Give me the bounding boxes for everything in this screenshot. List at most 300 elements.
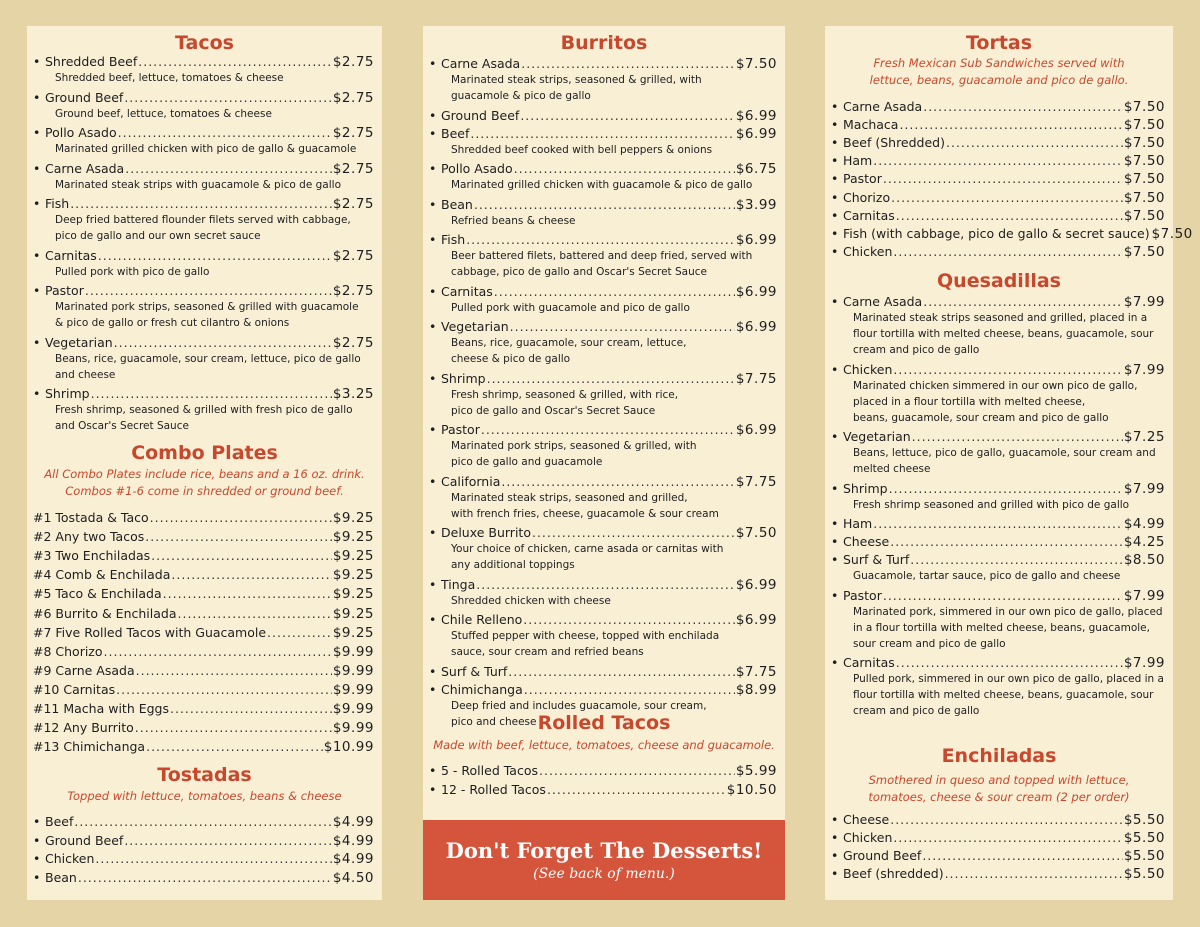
item-description: Marinated pork strips, seasoned & grilled, with [451, 440, 697, 452]
dot-leader [508, 664, 735, 680]
item-price: $9.25 [332, 605, 374, 622]
menu-item [33, 54, 374, 86]
dot-leader [891, 190, 1123, 206]
item-price: $7.50 [735, 56, 777, 72]
menu-item [831, 552, 1165, 584]
menu-item [831, 225, 1193, 242]
item-name: Vegetarian [441, 319, 509, 334]
item-description: Beans, lettuce, pico de gallo, guacamole, sour cream and [853, 447, 1156, 459]
item-description: Marinated grilled chicken with pico de gallo & guacamole [55, 143, 357, 155]
bullet-icon: • [33, 832, 41, 848]
menu-item [831, 190, 1165, 206]
dot-leader [145, 529, 332, 545]
item-description: Beer battered filets, battered and deep fried, served with [451, 250, 753, 262]
item-name: Ground Beef [45, 832, 124, 848]
item-price: $6.99 [735, 612, 777, 628]
dot-leader [521, 56, 735, 72]
item-name: #3 Two Enchiladas [33, 548, 151, 564]
dot-leader [883, 171, 1123, 187]
item-price: $7.50 [1123, 99, 1165, 115]
menu-item [429, 612, 777, 660]
menu-item [831, 655, 1165, 719]
combo-plates-heading: Combo Plates [131, 442, 278, 464]
dot-leader [896, 208, 1123, 224]
bullet-icon: • [33, 283, 41, 298]
item-price: $7.99 [1123, 655, 1165, 671]
item-description: Marinated grilled chicken with guacamole & pico de gallo [451, 179, 753, 191]
tortas-heading: Tortas [965, 32, 1033, 54]
item-price: $4.25 [1123, 534, 1165, 550]
item-description: cabbage, pico de gallo and Oscar's Secret Sauce [451, 266, 707, 278]
item-description: cheese & pico de gallo [451, 353, 571, 365]
bullet-icon: • [831, 516, 839, 531]
item-description: Fresh shrimp, seasoned & grilled with fresh pico de gallo [55, 404, 353, 416]
item-price: $6.75 [735, 161, 777, 177]
bullet-icon: • [831, 552, 839, 567]
item-description: Shredded beef cooked with bell peppers & onions [451, 143, 713, 156]
item-name: #10 Carnitas [33, 681, 116, 697]
item-price: $5.50 [1123, 848, 1165, 865]
dot-leader [923, 294, 1123, 310]
menu-item [429, 371, 777, 419]
item-price: $7.75 [735, 473, 777, 490]
bullet-icon: • [429, 370, 437, 386]
menu-item [33, 870, 374, 886]
dot-leader [896, 655, 1123, 671]
bullet-icon: • [831, 655, 839, 670]
item-name: Vegetarian [45, 334, 113, 350]
bullet-icon: • [831, 99, 839, 114]
item-price: $5.50 [1123, 830, 1165, 847]
bullet-icon: • [831, 225, 839, 241]
dot-leader [487, 371, 735, 387]
dot-leader [890, 534, 1123, 550]
item-price: $3.99 [735, 196, 777, 213]
menu-item [33, 833, 374, 849]
bullet-icon: • [33, 54, 41, 69]
dot-leader [873, 153, 1123, 169]
item-name: Pastor [45, 283, 84, 298]
tacos-heading: Tacos [175, 32, 234, 54]
menu-item [831, 481, 1165, 513]
menu-item [33, 161, 374, 193]
item-name: Vegetarian [843, 429, 911, 444]
bullet-icon: • [429, 196, 437, 212]
menu-item [429, 319, 777, 367]
item-description: and cheese [55, 368, 116, 381]
item-price: $7.50 [1123, 189, 1165, 206]
menu-item [33, 248, 374, 280]
dot-leader [547, 782, 726, 798]
bullet-icon: • [831, 243, 839, 259]
menu-item [33, 196, 374, 244]
item-price: $7.99 [1123, 361, 1165, 378]
menu-column-center [423, 26, 785, 900]
bullet-icon: • [831, 812, 839, 827]
item-price: $6.99 [735, 319, 777, 335]
item-name: Cheese [843, 534, 890, 549]
dot-leader [151, 548, 332, 564]
item-price: $4.99 [332, 814, 374, 830]
item-name: Ground Beef [45, 89, 124, 105]
item-name: Beef (shredded) [843, 866, 944, 882]
item-name: Chile Relleno [441, 612, 523, 627]
item-price: $7.75 [735, 370, 777, 387]
bullet-icon: • [429, 473, 437, 489]
item-name: Pastor [441, 422, 480, 437]
dot-leader [136, 663, 332, 679]
item-price: $8.50 [1123, 552, 1165, 568]
bullet-icon: • [33, 334, 41, 350]
menu-item [429, 682, 777, 730]
dot-leader [70, 196, 332, 212]
dot-leader [74, 814, 331, 830]
item-price: $9.25 [332, 510, 374, 526]
menu-item [33, 682, 374, 698]
item-name: 12 - Rolled Tacos [441, 782, 546, 797]
bullet-icon: • [429, 319, 437, 334]
item-name: Ham [843, 153, 873, 169]
item-name: Carne Asada [45, 160, 125, 176]
item-name: Fish (with cabbage, pico de gallo & secret sauce) [843, 225, 1150, 241]
item-description: any additional toppings [451, 559, 575, 571]
bullet-icon: • [33, 160, 41, 176]
dot-leader [945, 866, 1123, 882]
menu-item [33, 510, 374, 526]
item-name: Cheese [843, 812, 890, 827]
item-description: sour cream and pico de gallo [853, 637, 1006, 650]
item-price: $2.75 [332, 334, 374, 351]
item-price: $7.50 [1123, 135, 1165, 152]
burritos-heading: Burritos [560, 32, 648, 54]
item-name: #7 Five Rolled Tacos with Guacamole [33, 624, 267, 640]
menu-item [429, 108, 777, 124]
dot-leader [501, 474, 734, 490]
bullet-icon: • [33, 386, 41, 401]
item-description: Your choice of chicken, carne asada or carnitas with [451, 543, 724, 555]
item-description: Marinated steak strips seasoned and grilled, placed in a [853, 312, 1148, 324]
dot-leader [946, 135, 1123, 151]
dot-leader [893, 362, 1122, 378]
item-description: Marinated steak strips with guacamole & pico de gallo [55, 178, 341, 191]
item-name: Machaca [843, 117, 899, 133]
bullet-icon: • [33, 89, 41, 105]
item-name: #8 Chorizo [33, 643, 103, 659]
item-name: Chicken [843, 361, 893, 377]
menu-item [429, 161, 777, 193]
item-description: cream and pico de gallo [853, 705, 980, 717]
item-price: $7.50 [1123, 153, 1165, 170]
quesadillas-heading: Quesadillas [937, 270, 1061, 292]
tostadas-heading: Tostadas [157, 764, 252, 786]
item-name: Chimichanga [441, 681, 523, 697]
item-name: Beef [45, 814, 74, 829]
dot-leader [873, 516, 1123, 532]
item-price: $2.75 [332, 125, 374, 141]
item-price: $7.99 [1123, 294, 1165, 310]
item-name: Surf & Turf [843, 552, 910, 567]
menu-item [429, 577, 777, 609]
dot-leader [146, 739, 323, 755]
dot-leader [539, 763, 735, 779]
item-name: Carne Asada [843, 294, 923, 309]
bullet-icon: • [429, 283, 437, 299]
dot-leader [118, 125, 332, 141]
menu-item [33, 335, 374, 383]
bullet-icon: • [831, 480, 839, 496]
dot-leader [470, 126, 734, 142]
bullet-icon: • [33, 125, 41, 140]
menu-item [33, 386, 374, 434]
item-name: Pastor [843, 171, 882, 187]
item-price: $7.50 [1123, 243, 1165, 260]
bullet-icon: • [831, 429, 839, 444]
menu-item [33, 606, 374, 622]
menu-item [831, 812, 1165, 828]
item-price: $9.99 [332, 681, 374, 698]
item-name: Shrimp [45, 386, 90, 401]
dot-leader [893, 244, 1122, 260]
dot-leader [178, 606, 332, 622]
item-price: $7.25 [1123, 429, 1165, 445]
item-name: Fish [441, 232, 466, 247]
rolled-tacos-heading: Rolled Tacos [537, 712, 671, 734]
item-description: Stuffed pepper with cheese, topped with enchilada [451, 630, 720, 642]
item-price: $7.50 [1123, 207, 1165, 224]
item-description: Pulled pork, simmered in our own pico de gallo, placed in a [853, 673, 1164, 685]
menu-item [831, 866, 1165, 882]
item-description: Ground beef, lettuce, tomatoes & cheese [55, 107, 272, 120]
item-name: Bean [441, 196, 473, 212]
item-name: Carne Asada [441, 56, 521, 71]
item-price: $10.50 [726, 782, 777, 798]
bullet-icon: • [429, 612, 437, 627]
bullet-icon: • [831, 171, 839, 187]
item-description: Beans, rice, guacamole, sour cream, lettuce, [451, 337, 687, 349]
item-description: Marinated steak strips, seasoned & grilled, with [451, 74, 702, 86]
dot-leader [98, 248, 332, 264]
item-name: #5 Taco & Enchilada [33, 586, 162, 602]
item-price: $6.99 [735, 232, 777, 248]
dot-leader [893, 830, 1122, 846]
bullet-icon: • [429, 107, 437, 123]
item-price: $9.99 [332, 662, 374, 679]
menu-item [429, 126, 777, 158]
desserts-banner-title: Don't Forget The Desserts! [445, 838, 763, 863]
bullet-icon: • [429, 782, 437, 797]
menu-item [33, 586, 374, 602]
dot-leader [267, 625, 332, 641]
item-description: Marinated steak strips, seasoned and grilled, [451, 491, 688, 504]
bullet-icon: • [429, 525, 437, 540]
bullet-icon: • [429, 232, 437, 247]
menu-item [429, 422, 777, 470]
item-name: Fish [45, 196, 70, 211]
item-name: Chorizo [843, 189, 891, 205]
menu-item [831, 429, 1165, 477]
item-price: $6.99 [735, 107, 777, 124]
bullet-icon: • [429, 681, 437, 697]
bullet-icon: • [429, 576, 437, 592]
menu-item [831, 516, 1165, 532]
dot-leader [476, 577, 735, 593]
enchiladas-subtitle: Smothered in queso and topped with lettuce, tomatoes, cheese & sour cream (2 per order) [868, 773, 1130, 804]
dot-leader [135, 720, 332, 736]
item-price: $9.25 [332, 548, 374, 565]
menu-item [33, 739, 374, 755]
item-description: Marinated pork, simmered in our own pico de gallo, placed [853, 605, 1163, 618]
item-description: Guacamole, tartar sauce, pico de gallo and cheese [853, 570, 1121, 582]
item-description: Pulled pork with guacamole and pico de gallo [451, 301, 690, 314]
dot-leader [510, 319, 735, 335]
item-name: Pastor [843, 587, 882, 603]
item-price: $7.50 [1123, 171, 1165, 188]
bullet-icon: • [33, 814, 41, 829]
dot-leader [520, 108, 735, 124]
dot-leader [85, 283, 332, 299]
dot-leader [104, 644, 332, 660]
dot-leader [125, 161, 332, 177]
menu-item [33, 567, 374, 583]
menu-item [33, 701, 374, 717]
menu-column-left [27, 26, 382, 900]
item-price: $9.25 [332, 567, 374, 584]
item-name: #9 Carne Asada [33, 662, 135, 678]
dot-leader [923, 99, 1123, 115]
item-name: #13 Chimichanga [33, 739, 146, 755]
item-name: #1 Tostada & Taco [33, 510, 149, 525]
menu-item [33, 814, 374, 830]
item-price: $2.75 [332, 196, 374, 212]
menu-item [831, 153, 1165, 169]
item-name: 5 - Rolled Tacos [441, 763, 538, 778]
item-price: $3.25 [332, 386, 374, 402]
item-name: Surf & Turf [441, 663, 508, 679]
item-description: Deep fried battered flounder filets served with cabbage, [55, 214, 351, 226]
item-name: Carnitas [441, 283, 493, 299]
item-name: Ham [843, 516, 873, 531]
item-name: Shrimp [441, 370, 486, 386]
item-price: $9.25 [332, 529, 374, 546]
dot-leader [883, 588, 1123, 604]
item-description: Marinated chicken simmered in our own pico de gallo, [853, 379, 1138, 392]
menu-item [831, 244, 1165, 260]
menu-item [429, 232, 777, 280]
item-description: melted cheese [853, 463, 931, 475]
item-description: cream and pico de gallo [853, 344, 980, 356]
desserts-banner-note: (See back of menu.) [533, 866, 675, 882]
item-name: Beef (Shredded) [843, 135, 945, 151]
dot-leader [890, 812, 1123, 828]
menu-item [33, 125, 374, 157]
item-name: #12 Any Burrito [33, 720, 134, 736]
item-price: $8.99 [735, 681, 777, 698]
menu-item [831, 208, 1165, 224]
item-price: $4.99 [332, 832, 374, 849]
menu-item [831, 171, 1165, 187]
bullet-icon: • [831, 534, 839, 549]
bullet-icon: • [429, 422, 437, 437]
combo-plates-subtitle: All Combo Plates include rice, beans and a 16 oz. drink. Combos #1-6 come in shredded or ground beef. [44, 467, 365, 498]
dot-leader [481, 422, 735, 438]
menu-item [33, 90, 374, 122]
item-price: $2.75 [332, 283, 374, 299]
item-name: #4 Comb & Enchilada [33, 567, 171, 583]
bullet-icon: • [831, 207, 839, 223]
item-name: #2 Any two Tacos [33, 529, 145, 545]
menu-item [831, 588, 1165, 652]
bullet-icon: • [831, 135, 839, 151]
dot-leader [532, 525, 735, 541]
item-price: $7.50 [1151, 225, 1193, 242]
item-description: Fresh shrimp, seasoned & grilled, with rice, [451, 388, 679, 401]
menu-item [429, 525, 777, 573]
menu-item [831, 830, 1165, 846]
dot-leader [922, 848, 1123, 864]
item-description: Beans, rice, guacamole, sour cream, lettuce, pico de gallo [55, 352, 361, 365]
item-price: $5.50 [1123, 812, 1165, 828]
item-price: $7.50 [1123, 117, 1165, 134]
menu-item [33, 283, 374, 331]
dot-leader [171, 567, 331, 583]
item-price: $7.50 [735, 525, 777, 541]
menu-item [33, 625, 374, 641]
item-price: $7.75 [735, 663, 777, 680]
item-name: Carne Asada [843, 99, 923, 114]
menu-item [429, 763, 777, 779]
item-description: Deep fried and includes guacamole, sour cream, [451, 699, 707, 712]
dot-leader [466, 232, 735, 248]
item-name: #6 Burrito & Enchilada [33, 605, 177, 621]
item-name: Tinga [441, 576, 476, 592]
menu-item [831, 99, 1165, 115]
item-description: pico and cheese [451, 715, 537, 728]
menu-item [33, 663, 374, 679]
item-price: $4.99 [1123, 516, 1165, 532]
dot-leader [170, 701, 332, 717]
dot-leader [95, 851, 331, 867]
item-price: $6.99 [735, 422, 777, 438]
item-price: $5.50 [1123, 866, 1165, 883]
item-name: Deluxe Burrito [441, 525, 531, 540]
menu-item [33, 644, 374, 660]
menu-column-right [825, 26, 1193, 900]
item-price: $4.50 [332, 870, 374, 887]
dot-leader [78, 870, 332, 886]
dot-leader [494, 284, 735, 300]
item-description: pico de gallo and Oscar's Secret Sauce [451, 404, 656, 417]
item-description: flour tortilla with melted cheese, beans, guacamole, sour [853, 328, 1154, 340]
bullet-icon: • [33, 247, 41, 263]
item-name: Carnitas [843, 207, 895, 223]
bullet-icon: • [429, 763, 437, 778]
item-price: $9.99 [332, 643, 374, 660]
menu-item [831, 117, 1165, 133]
item-price: $7.99 [1123, 480, 1165, 497]
item-price: $9.99 [332, 720, 374, 737]
bullet-icon: • [429, 663, 437, 679]
menu-item [831, 848, 1165, 864]
dot-leader [124, 90, 332, 106]
bullet-icon: • [831, 830, 839, 846]
menu-item [33, 720, 374, 736]
menu-item [33, 851, 374, 867]
bullet-icon: • [831, 361, 839, 377]
item-price: $10.99 [323, 739, 374, 756]
item-price: $2.75 [332, 247, 374, 264]
item-price: $9.25 [332, 586, 374, 603]
dot-leader [523, 612, 735, 628]
